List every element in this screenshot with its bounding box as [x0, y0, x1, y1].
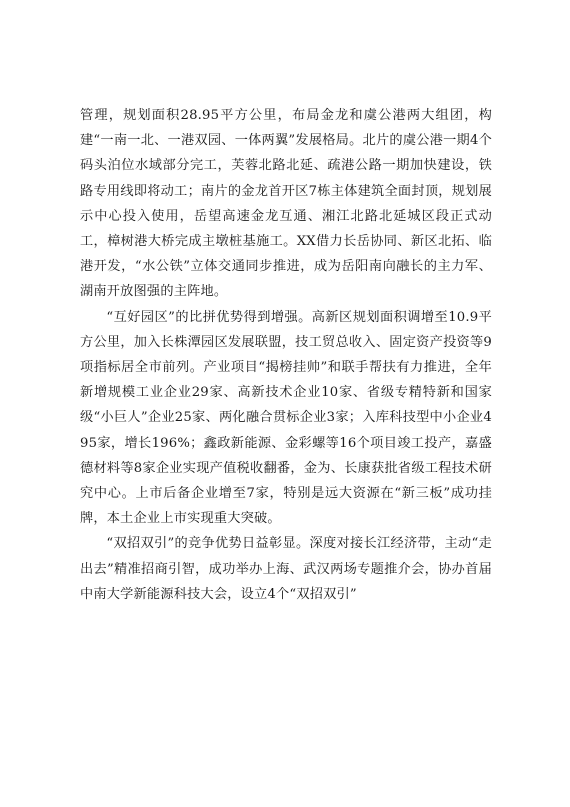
document-body — [80, 103, 492, 607]
paragraph-planning-layout: 管理，规划面积28.95平方公里，布局金龙和虞公港两大组团，构建“一南一北、一港双园、一体两翼”发展格局。北片的虞公港一期4个码头泊位水域部分完工，芙蓉北路北延、疏港公路一期加快建设，铁路专用线即将动工；南片的金龙首开区7栋主体建筑全面封顶，规划展示中心投入使用，岳望高速金龙互通、湘江北路北延城区段正式动工，樟树港大桥完成主墩桩基施工。XX借力长岳协同、新区北拓、临港开发，“水公铁”立体交通同步推进，成为岳阳南向融长的主力军、湖南开放图强的主阵地。 — [80, 108, 492, 300]
paragraph-park-advantage: “互好园区”的比拼优势得到增强。高新区规划面积调增至10.9平方公里，加入长株潭园区发展联盟，技工贸总收入、固定资产投资等9项指标居全市前列。产业项目“揭榜挂帅”和联手帮扶有力推进，全年新增规模工业企业29家、高新技术企业10家、省级专精特新和国家级“小巨人”企业25家、两化融合贯标企业3家；入库科技型中小企业495家，增长196%；鑫政新能源、金彩螺等16个项目竣工投产，嘉盛德材料等8家企业实现产值税收翻番，金为、长康获批省级工程技术研究中心。上市后备企业增至7家，特别是远大资源在“新三板”成功挂牌，本土企业上市实现重大突破。 — [80, 309, 492, 527]
paragraph-investment-advantage: “双招双引”的竞争优势日益彰显。深度对接长江经济带，主动“走出去”精准招商引智，成功举办上海、武汉两场专题推介会，协办首届中南大学新能源科技大会，设立4个“双招双引” — [80, 536, 492, 602]
